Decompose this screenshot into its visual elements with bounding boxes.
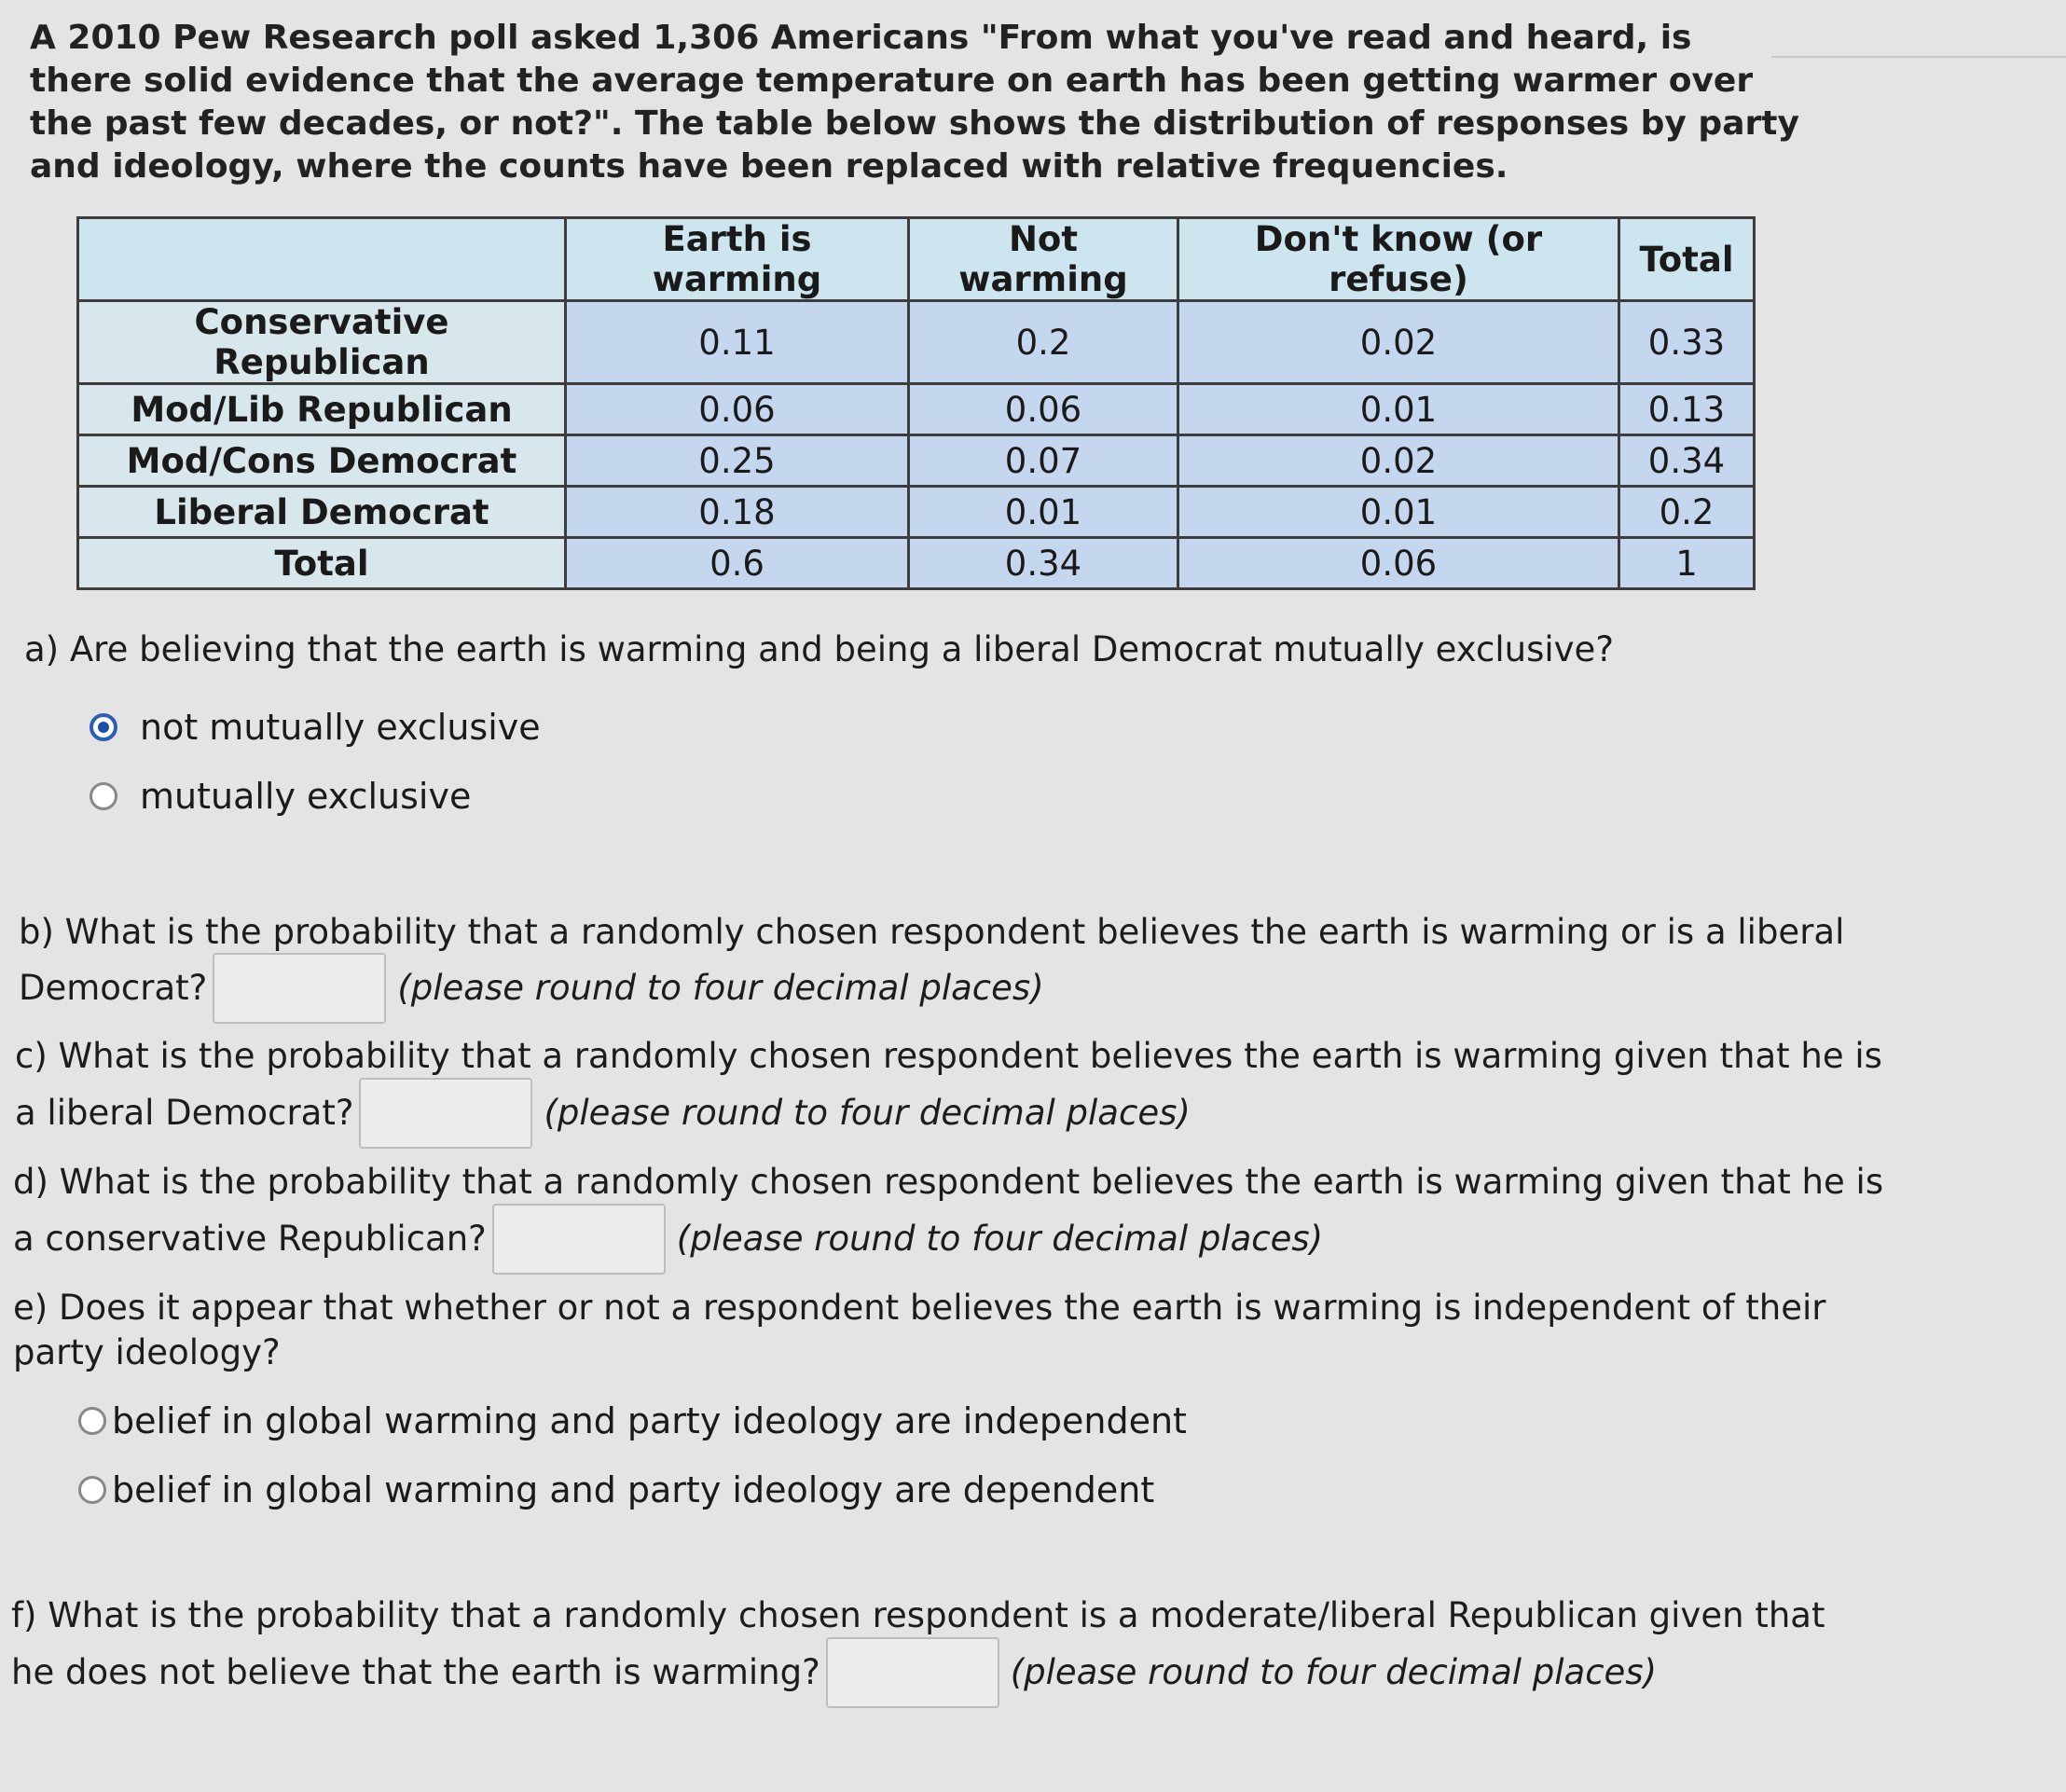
table-cell: 0.06: [566, 384, 909, 435]
table-cell: 0.07: [909, 435, 1178, 487]
rounding-hint: (please round to four decimal places): [1010, 1652, 1658, 1692]
table-cell: 0.34: [909, 538, 1178, 589]
option-independent[interactable]: [78, 1400, 1187, 1441]
col-header-dont-know: Don't know (or refuse): [1178, 218, 1619, 301]
table-header-row: [78, 218, 1755, 301]
rounding-hint: (please round to four decimal places): [397, 968, 1044, 1008]
radio-checked-icon[interactable]: [90, 713, 117, 741]
option-dependent[interactable]: [78, 1469, 1154, 1510]
table-row: [78, 301, 1755, 384]
question-d-line1: d) What is the probability that a randomly chosen respondent believes the earth is warming given that he is: [13, 1162, 1884, 1202]
table-cell: 0.06: [1178, 538, 1619, 589]
radio-icon[interactable]: [90, 782, 117, 810]
option-label: belief in global warming and party ideology are dependent: [112, 1469, 1155, 1510]
row-label: Liberal Democrat: [78, 487, 566, 538]
rounding-hint: (please round to four decimal places): [676, 1219, 1324, 1259]
table-cell: 1: [1619, 538, 1755, 589]
question-e-line2: party ideology?: [13, 1332, 281, 1372]
option-mutually-exclusive[interactable]: [90, 776, 471, 817]
table-cell: 0.6: [566, 538, 909, 589]
col-header-total: Total: [1619, 218, 1755, 301]
table-cell: 0.11: [566, 301, 909, 384]
table-cell: 0.02: [1178, 435, 1619, 487]
question-a: a) Are believing that the earth is warming and being a liberal Democrat mutually exclusive?: [24, 629, 1614, 669]
radio-icon[interactable]: [78, 1476, 106, 1504]
radio-icon[interactable]: [78, 1407, 106, 1435]
table-row: [78, 435, 1755, 487]
table-cell: 0.02: [1178, 301, 1619, 384]
question-f-line1: f) What is the probability that a randomly chosen respondent is a moderate/liberal Republican given that: [11, 1595, 1825, 1635]
table-row: [78, 384, 1755, 435]
answer-b-input[interactable]: [213, 953, 386, 1024]
rounding-hint: (please round to four decimal places): [544, 1093, 1191, 1133]
option-label: not mutually exclusive: [140, 707, 541, 748]
row-label: Mod/Cons Democrat: [78, 435, 566, 487]
table-cell: 0.33: [1619, 301, 1755, 384]
col-header-not-warming: Not warming: [909, 218, 1178, 301]
question-c-label: a liberal Democrat?: [15, 1093, 354, 1133]
table-cell: 0.01: [1178, 487, 1619, 538]
table-corner-cell: [78, 218, 566, 301]
row-label: Conservative Republican: [78, 301, 566, 384]
answer-d-input[interactable]: [492, 1204, 666, 1275]
option-label: mutually exclusive: [140, 776, 472, 817]
divider: [1771, 56, 2066, 58]
question-f-line2: [11, 1637, 1657, 1708]
question-f-label: he does not believe that the earth is warming?: [11, 1652, 820, 1692]
answer-c-input[interactable]: [359, 1078, 532, 1149]
question-b-label: Democrat?: [19, 968, 208, 1008]
table-row: [78, 487, 1755, 538]
question-d-label: a conservative Republican?: [13, 1219, 487, 1259]
row-label: Total: [78, 538, 566, 589]
table-total-row: [78, 538, 1755, 589]
table-cell: 0.01: [909, 487, 1178, 538]
col-header-warming: Earth is warming: [566, 218, 909, 301]
table-cell: 0.34: [1619, 435, 1755, 487]
problem-intro: A 2010 Pew Research poll asked 1,306 Americans "From what you've read and heard, is there solid evidence that the average temperature on earth has been getting warmer over the past few decades, or not?". The table below shows the distribution of responses by party and ideology, where the counts have been replaced with relative frequencies.: [30, 19, 1799, 186]
table-cell: 0.13: [1619, 384, 1755, 435]
table-cell: 0.2: [909, 301, 1178, 384]
frequency-table: [76, 216, 1756, 590]
answer-f-input[interactable]: [826, 1637, 999, 1708]
table-cell: 0.01: [1178, 384, 1619, 435]
table-cell: 0.2: [1619, 487, 1755, 538]
question-e-line1: e) Does it appear that whether or not a respondent believes the earth is warming is independent of their: [13, 1288, 1826, 1328]
option-label: belief in global warming and party ideology are independent: [112, 1400, 1187, 1441]
question-c-line1: c) What is the probability that a randomly chosen respondent believes the earth is warming given that he is: [15, 1036, 1882, 1076]
option-not-mutually-exclusive[interactable]: [90, 707, 541, 748]
table-cell: 0.06: [909, 384, 1178, 435]
question-d-line2: [13, 1204, 1323, 1275]
row-label: Mod/Lib Republican: [78, 384, 566, 435]
question-c-line2: [15, 1078, 1191, 1149]
question-b-line2: [19, 953, 1044, 1024]
table-cell: 0.25: [566, 435, 909, 487]
table-cell: 0.18: [566, 487, 909, 538]
question-b-line1: b) What is the probability that a randomly chosen respondent believes the earth is warming or is a liberal: [19, 912, 1845, 952]
